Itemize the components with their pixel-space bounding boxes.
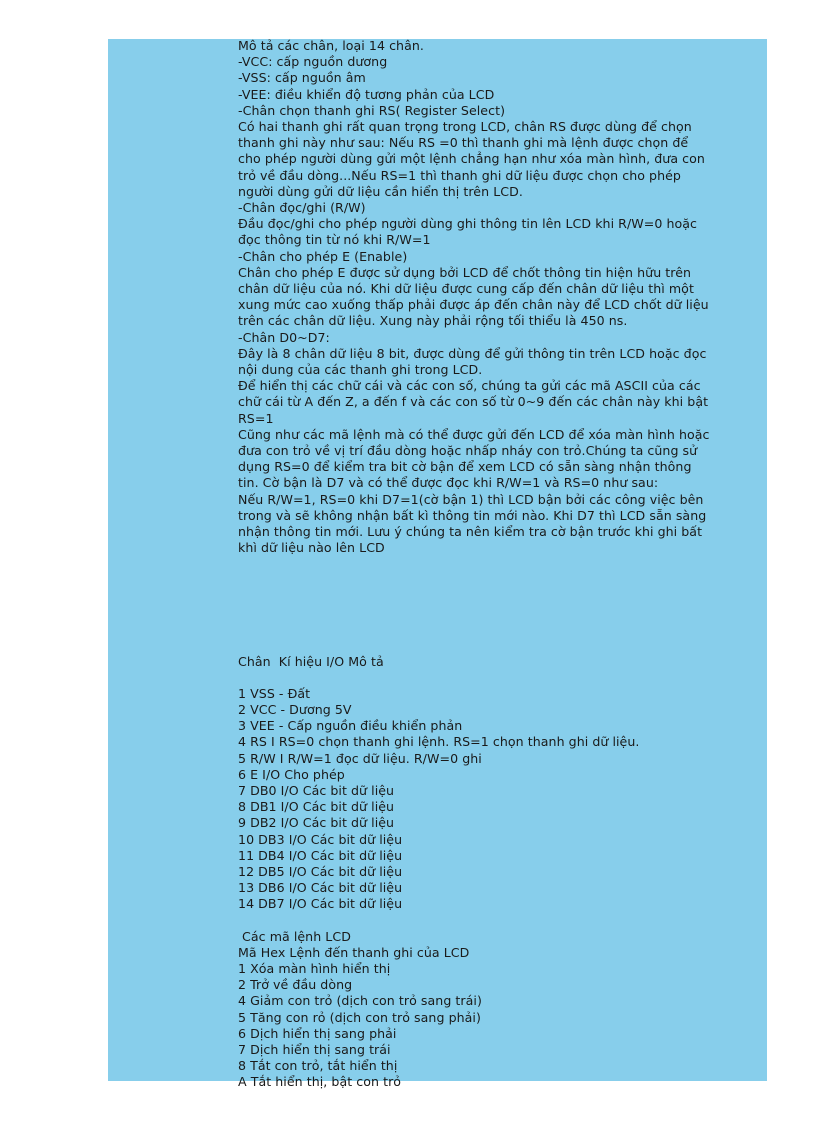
pin-table-row: 8 DB1 I/O Các bit dữ liệu: [238, 799, 395, 815]
pin-table-row: 1 VSS - Đất: [238, 685, 311, 701]
pin-table-row: 3 VEE - Cấp nguồn điều khiển phản: [238, 718, 463, 734]
pin-table-row: 14 DB7 I/O Các bit dữ liệu: [238, 896, 403, 912]
text-line: Cũng như các mã lệnh mà có thể được gửi đến LCD để xóa màn hình hoặc: [238, 426, 710, 442]
text-line: nhận thông tin mới. Lưu ý chúng ta nên kiểm tra cờ bận trước khi ghi bất: [238, 524, 703, 540]
spacer: [238, 557, 756, 654]
text-line: người dùng gửi dữ liệu cần hiển thị trên LCD.: [238, 183, 523, 199]
command-code-row: 1 Xóa màn hình hiển thị: [238, 960, 391, 976]
text-line: xung mức cao xuống thấp phải được áp đến chân này để LCD chốt dữ liệu: [238, 297, 709, 313]
text-line: Đầu đọc/ghi cho phép người dùng ghi thông tin lên LCD khi R/W=0 hoặc: [238, 216, 698, 232]
text-line: -VEE: điều khiển độ tương phản của LCD: [238, 86, 495, 102]
text-line: chữ cái từ A đến Z, a đến f và các con số từ 0~9 đến các chân này khi bật: [238, 394, 709, 410]
pin-table-row: 10 DB3 I/O Các bit dữ liệu: [238, 831, 403, 847]
command-code-row: 5 Tăng con rỏ (dịch con trỏ sang phải): [238, 1009, 481, 1025]
lcd-pin-description-section: [238, 38, 756, 557]
command-codes-title: Các mã lệnh LCD: [238, 928, 351, 944]
text-line: tin. Cờ bận là D7 và có thể được đọc khi R/W=1 và RS=0 như sau:: [238, 475, 659, 491]
text-line: đưa con trỏ về vị trí đầu dòng hoặc nhấp nháy con trỏ.Chúng ta cũng sử: [238, 443, 698, 459]
pin-table-row: 13 DB6 I/O Các bit dữ liệu: [238, 880, 403, 896]
text-line: thanh ghi này như sau: Nếu RS =0 thì thanh ghi mà lệnh được chọn để: [238, 135, 689, 151]
text-line: nội dung của các thanh ghi trong LCD.: [238, 362, 483, 378]
text-line: -VCC: cấp nguồn dương: [238, 54, 388, 70]
pin-table-header: Chân Kí hiệu I/O Mô tả: [238, 653, 384, 669]
command-code-row: 7 Dịch hiển thị sang trái: [238, 1041, 391, 1057]
text-line: -Chân đọc/ghi (R/W): [238, 200, 366, 216]
pin-table-row: 2 VCC - Dương 5V: [238, 701, 352, 717]
command-code-row: 4 Giảm con trỏ (dịch con trỏ sang trái): [238, 993, 482, 1009]
pin-table-row: 12 DB5 I/O Các bit dữ liệu: [238, 863, 403, 879]
text-line: trỏ về đầu dòng...Nếu RS=1 thì thanh ghi dữ liệu được chọn cho phép: [238, 167, 681, 183]
text-line: -Chân chọn thanh ghi RS( Register Select): [238, 102, 506, 118]
pin-table-row: 9 DB2 I/O Các bit dữ liệu: [238, 815, 395, 831]
text-line: khì dữ liệu nào lên LCD: [238, 540, 385, 556]
pin-table-row: 5 R/W I R/W=1 đọc dữ liệu. R/W=0 ghi: [238, 750, 482, 766]
text-line: RS=1: [238, 410, 274, 426]
text-line: Để hiển thị các chữ cái và các con số, chúng ta gửi các mã ASCII của các: [238, 378, 701, 394]
text-line: -VSS: cấp nguồn âm: [238, 70, 366, 86]
command-code-row: 8 Tắt con trỏ, tắt hiển thị: [238, 1058, 398, 1074]
pin-table: [238, 654, 756, 913]
document-body: [238, 38, 756, 1091]
text-line: dụng RS=0 để kiểm tra bit cờ bận để xem LCD có sẵn sàng nhận thông: [238, 459, 692, 475]
pin-table-row: 7 DB0 I/O Các bit dữ liệu: [238, 782, 395, 798]
text-line: chân dữ liệu của nó. Khi dữ liệu được cung cấp đến chân dữ liệu thì một: [238, 281, 694, 297]
command-code-row: 2 Trở về đầu dòng: [238, 977, 353, 993]
pin-table-row: 4 RS I RS=0 chọn thanh ghi lệnh. RS=1 chọn thanh ghi dữ liệu.: [238, 734, 640, 750]
command-code-row: 6 Dịch hiển thị sang phải: [238, 1025, 397, 1041]
command-codes-header: Mã Hex Lệnh đến thanh ghi của LCD: [238, 944, 470, 960]
text-line: Đây là 8 chân dữ liệu 8 bit, được dùng để gửi thông tin trên LCD hoặc đọc: [238, 345, 707, 361]
text-line: cho phép người dùng gửi một lệnh chẳng hạn như xóa màn hình, đưa con: [238, 151, 705, 167]
text-line: trong và sẽ không nhận bất kì thông tin mới nào. Khi D7 thì LCD sẵn sàng: [238, 507, 707, 523]
pin-table-row: 6 E I/O Cho phép: [238, 766, 345, 782]
text-line: -Chân cho phép E (Enable): [238, 248, 408, 264]
text-line: Chân cho phép E được sử dụng bởi LCD để chốt thông tin hiện hữu trên: [238, 264, 692, 280]
pin-table-row: 11 DB4 I/O Các bit dữ liệu: [238, 847, 403, 863]
text-line: đọc thông tin từ nó khi R/W=1: [238, 232, 431, 248]
text-line: Mô tả các chân, loại 14 chân.: [238, 38, 424, 53]
spacer: [238, 913, 756, 929]
text-line: -Chân D0~D7:: [238, 329, 330, 345]
text-line: trên các chân dữ liệu. Xung này phải rộng tối thiểu là 450 ns.: [238, 313, 628, 329]
text-line: Có hai thanh ghi rất quan trọng trong LCD, chân RS được dùng để chọn: [238, 119, 692, 135]
command-codes-section: [238, 929, 756, 1091]
command-code-row: A Tắt hiển thị, bật con trỏ: [238, 1074, 402, 1090]
spacer: [238, 670, 756, 686]
text-line: Nếu R/W=1, RS=0 khi D7=1(cờ bận 1) thì LCD bận bởi các công việc bên: [238, 491, 704, 507]
